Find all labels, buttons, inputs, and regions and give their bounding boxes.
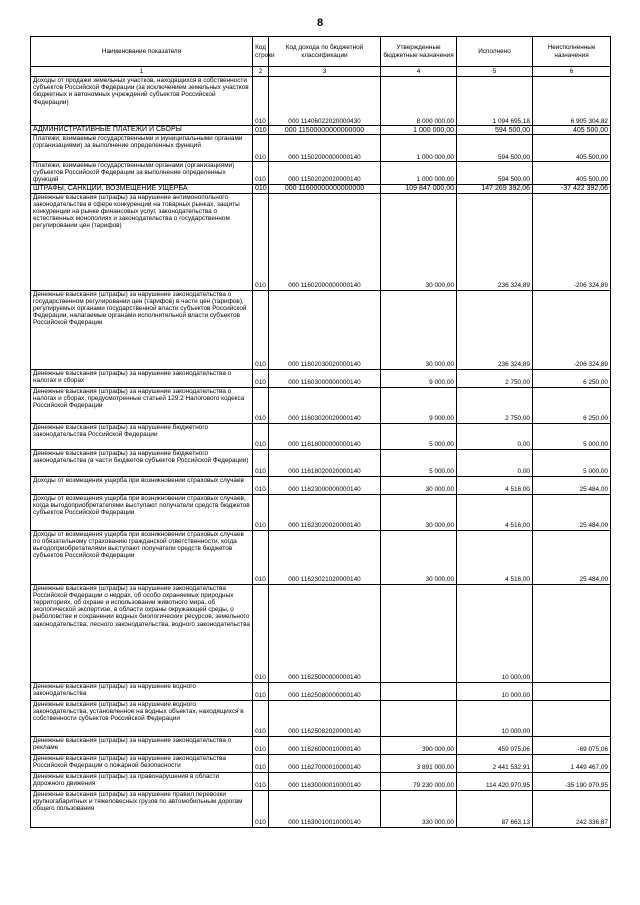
row-approved: 1 000 000,00 — [381, 162, 457, 185]
row-line-code: 010 — [253, 193, 269, 290]
row-income-code: 000 11623000000000140 — [269, 476, 381, 494]
income-report-table — [30, 36, 611, 828]
row-name: Денежные взыскания (штрафы) за нарушение законодательства Российской Федерации о недрах, об особо охраняемых природных территориях, об охране и использовании животного мира, об экологической экспертизе, в области охраны окружающей среды, о рыболовстве и сохранении водных биологических ресурсов, земельного законодательства, лесного законодательства, водного законодательства — [31, 584, 253, 682]
table-row — [31, 476, 611, 494]
row-unexecuted — [533, 700, 611, 736]
row-line-code: 010 — [253, 772, 269, 790]
table-row — [31, 184, 611, 193]
row-income-code: 000 11502020020000140 — [269, 162, 381, 185]
row-approved: 5 000,00 — [381, 423, 457, 449]
table-row — [31, 772, 611, 790]
table-row — [31, 162, 611, 185]
row-name: Доходы от продажи земельных участков, находящихся в собственности субъектов Российской Федерации (за исключением земельных участков бюджетных и автономных учреждений субъектов Российской Федерации) — [31, 77, 253, 126]
row-unexecuted: 242 336,87 — [533, 790, 611, 827]
row-executed: 594 500,00 — [457, 162, 533, 185]
row-unexecuted: 5 000,00 — [533, 423, 611, 449]
row-line-code: 010 — [253, 184, 269, 193]
row-executed: 236 324,89 — [457, 193, 533, 290]
row-approved: 8 000 000,00 — [381, 77, 457, 126]
row-approved: 30 000,00 — [381, 193, 457, 290]
page-number: 8 — [316, 17, 324, 29]
row-unexecuted: -69 075,06 — [533, 736, 611, 754]
column-number: 2 — [253, 67, 269, 77]
table-row — [31, 369, 611, 387]
row-name: Денежные взыскания (штрафы) за нарушение законодательства о налогах и сборах, предусмотренные статьей 129.2 Налогового кодекса Российской Федерации — [31, 387, 253, 423]
table-row — [31, 423, 611, 449]
row-approved: 109 847 000,00 — [381, 184, 457, 193]
row-line-code: 010 — [253, 700, 269, 736]
row-unexecuted: 25 484,00 — [533, 476, 611, 494]
row-line-code: 010 — [253, 135, 269, 162]
row-executed: 147 269 392,06 — [457, 184, 533, 193]
row-unexecuted: 6 250,00 — [533, 369, 611, 387]
row-executed: 10 000,00 — [457, 700, 533, 736]
header-line-code: Код строки — [253, 37, 269, 67]
column-number: 1 — [31, 67, 253, 77]
row-executed: 1 094 695,18 — [457, 77, 533, 126]
column-number: 3 — [269, 67, 381, 77]
row-line-code: 010 — [253, 494, 269, 530]
row-executed: 236 324,89 — [457, 290, 533, 369]
row-approved — [381, 584, 457, 682]
row-line-code: 010 — [253, 423, 269, 449]
row-income-code: 000 11630010010000140 — [269, 790, 381, 827]
row-income-code: 000 11602030020000140 — [269, 290, 381, 369]
column-numbers-row — [31, 67, 611, 77]
row-approved: 9 000,00 — [381, 387, 457, 423]
row-income-code: 000 11502000000000140 — [269, 135, 381, 162]
row-unexecuted: 6 905 304,82 — [533, 77, 611, 126]
table-row — [31, 77, 611, 126]
row-line-code: 010 — [253, 77, 269, 126]
row-executed: 2 750,00 — [457, 387, 533, 423]
row-unexecuted: 405 500,00 — [533, 126, 611, 135]
row-income-code: 000 11626000010000140 — [269, 736, 381, 754]
row-income-code: 000 11625080000000140 — [269, 682, 381, 700]
row-approved: 3 891 000,00 — [381, 754, 457, 772]
row-name: Доходы от возмещения ущерба при возникновении страховых случаев по обязательному страхованию гражданской ответственности, когда выгодоприобретателями выступают получатели средств бюджетов субъектов Российской Федерации — [31, 530, 253, 584]
row-line-code: 010 — [253, 530, 269, 584]
row-line-code: 010 — [253, 369, 269, 387]
row-unexecuted: 1 449 467,09 — [533, 754, 611, 772]
table-row — [31, 449, 611, 476]
row-name: Платежи, взимаемые государственными органами (организациями) субъектов Российской Федерации за выполнение определенных функций — [31, 162, 253, 185]
row-name: Денежные взыскания (штрафы) за нарушение водного законодательства, установленное на водных объектах, находящихся в собственности субъектов Российской Федерации — [31, 700, 253, 736]
table-header-row — [31, 37, 611, 67]
row-unexecuted — [533, 682, 611, 700]
row-executed: 0,00 — [457, 449, 533, 476]
row-executed: 459 075,06 — [457, 736, 533, 754]
header-executed: Исполнено — [457, 37, 533, 67]
row-approved: 330 000,00 — [381, 790, 457, 827]
row-approved — [381, 700, 457, 736]
row-income-code: 000 11623020020000140 — [269, 494, 381, 530]
row-approved: 79 230 000,00 — [381, 772, 457, 790]
row-income-code: 000 11627000010000140 — [269, 754, 381, 772]
row-unexecuted: -35 190 970,95 — [533, 772, 611, 790]
table-row — [31, 387, 611, 423]
row-unexecuted: 25 484,00 — [533, 494, 611, 530]
row-name: Платежи, взимаемые государственными и муниципальными органами (организациями) за выполнение определенных функций — [31, 135, 253, 162]
row-name: Денежные взыскания (штрафы) за нарушение бюджетного законодательства (в части бюджетов субъектов Российской Федерации) — [31, 449, 253, 476]
row-approved: 1 000 000,00 — [381, 126, 457, 135]
header-unexecuted: Неисполненные назначения — [533, 37, 611, 67]
row-unexecuted: 5 000,00 — [533, 449, 611, 476]
row-approved: 30 000,00 — [381, 494, 457, 530]
row-name: Денежные взыскания (штрафы) за нарушение правил перевозки крупногабаритных и тяжеловесных грузов по автомобильным дорогам общего пользования — [31, 790, 253, 827]
row-line-code: 010 — [253, 682, 269, 700]
header-approved: Утвержденные бюджетные назначения — [381, 37, 457, 67]
row-name: Доходы от возмещения ущерба при возникновении страховых случаев, когда выгодоприобретателями выступают получатели средств бюджетов субъектов Российской Федерации — [31, 494, 253, 530]
row-line-code: 010 — [253, 162, 269, 185]
header-income-code: Код дохода по бюджетной классификации — [269, 37, 381, 67]
row-approved: 30 000,00 — [381, 476, 457, 494]
row-income-code: 000 11600000000000000 — [269, 184, 381, 193]
table-row — [31, 700, 611, 736]
row-income-code: 000 11630000010000140 — [269, 772, 381, 790]
row-income-code: 000 11603020020000140 — [269, 387, 381, 423]
row-line-code: 010 — [253, 449, 269, 476]
table-row — [31, 530, 611, 584]
row-unexecuted — [533, 584, 611, 682]
row-name: Денежные взыскания (штрафы) за нарушение законодательства Российской Федерации о пожарной безопасности — [31, 754, 253, 772]
row-unexecuted: 6 250,00 — [533, 387, 611, 423]
row-name: Доходы от возмещения ущерба при возникновении страховых случаев — [31, 476, 253, 494]
row-unexecuted: -206 324,89 — [533, 290, 611, 369]
row-name: Денежные взыскания (штрафы) за нарушение законодательства о налогах и сборах — [31, 369, 253, 387]
table-row — [31, 736, 611, 754]
row-executed: 10 000,00 — [457, 584, 533, 682]
row-executed: 594 500,00 — [457, 126, 533, 135]
row-line-code: 010 — [253, 584, 269, 682]
column-number: 6 — [533, 67, 611, 77]
column-number: 4 — [381, 67, 457, 77]
row-line-code: 010 — [253, 790, 269, 827]
table-row — [31, 682, 611, 700]
row-line-code: 010 — [253, 387, 269, 423]
row-unexecuted: 405 500,00 — [533, 162, 611, 185]
row-executed: 594 500,00 — [457, 135, 533, 162]
row-unexecuted: 25 484,00 — [533, 530, 611, 584]
row-executed: 10 000,00 — [457, 682, 533, 700]
row-name: Денежные взыскания (штрафы) за нарушение антимонопольного законодательства в сфере конкуренции на товарных рынках, защиты конкуренции на рынке финансовых услуг, законодательства о естественных монополиях и законодательства о государственном регулировании цен (тарифов) — [31, 193, 253, 290]
row-name: Денежные взыскания (штрафы) за правонарушения в области дорожного движения — [31, 772, 253, 790]
row-unexecuted: -206 324,89 — [533, 193, 611, 290]
row-income-code: 000 11603000000000140 — [269, 369, 381, 387]
row-name: АДМИНИСТРАТИВНЫЕ ПЛАТЕЖИ И СБОРЫ — [31, 126, 253, 135]
row-executed: 2 750,00 — [457, 369, 533, 387]
row-approved — [381, 682, 457, 700]
table-row — [31, 584, 611, 682]
table-row — [31, 193, 611, 290]
row-income-code: 000 11406022020000430 — [269, 77, 381, 126]
row-executed: 4 516,00 — [457, 530, 533, 584]
row-line-code: 010 — [253, 754, 269, 772]
row-executed: 4 516,00 — [457, 494, 533, 530]
row-name: Денежные взыскания (штрафы) за нарушение законодательства о государственном регулировании цен (тарифов) в части цен (тарифов), регулируемых органами государственной власти субъектов Российской Федерации, налагаемые органами исполнительной власти субъектов Российской Федерации — [31, 290, 253, 369]
row-line-code: 010 — [253, 476, 269, 494]
row-name: Денежные взыскания (штрафы) за нарушение бюджетного законодательства Российской Федерации — [31, 423, 253, 449]
table-row — [31, 135, 611, 162]
row-line-code: 010 — [253, 290, 269, 369]
table-row — [31, 290, 611, 369]
row-approved: 30 000,00 — [381, 530, 457, 584]
row-line-code: 010 — [253, 126, 269, 135]
row-income-code: 000 11618000000000140 — [269, 423, 381, 449]
row-income-code: 000 11500000000000000 — [269, 126, 381, 135]
header-name: Наименование показателя — [31, 37, 253, 67]
row-executed: 0,00 — [457, 423, 533, 449]
row-income-code: 000 11602000000000140 — [269, 193, 381, 290]
row-approved: 9 000,00 — [381, 369, 457, 387]
row-approved: 30 000,00 — [381, 290, 457, 369]
row-unexecuted: -37 422 392,06 — [533, 184, 611, 193]
table-row — [31, 126, 611, 135]
row-income-code: 000 11625000000000140 — [269, 584, 381, 682]
row-approved: 1 000 000,00 — [381, 135, 457, 162]
table-row — [31, 790, 611, 827]
row-approved: 390 000,00 — [381, 736, 457, 754]
row-name: Денежные взыскания (штрафы) за нарушение законодательства о рекламе — [31, 736, 253, 754]
table-row — [31, 754, 611, 772]
row-executed: 87 663,13 — [457, 790, 533, 827]
table-row — [31, 494, 611, 530]
row-executed: 114 420 970,95 — [457, 772, 533, 790]
row-income-code: 000 11623021020000140 — [269, 530, 381, 584]
row-unexecuted: 405 500,00 — [533, 135, 611, 162]
row-name: Денежные взыскания (штрафы) за нарушение водного законодательства — [31, 682, 253, 700]
row-income-code: 000 11625082020000140 — [269, 700, 381, 736]
row-executed: 4 516,00 — [457, 476, 533, 494]
row-name: ШТРАФЫ, САНКЦИИ, ВОЗМЕЩЕНИЕ УЩЕРБА — [31, 184, 253, 193]
row-executed: 2 441 532,91 — [457, 754, 533, 772]
row-approved: 5 000,00 — [381, 449, 457, 476]
column-number: 5 — [457, 67, 533, 77]
row-income-code: 000 11618020020000140 — [269, 449, 381, 476]
table-body — [31, 77, 611, 828]
row-line-code: 010 — [253, 736, 269, 754]
